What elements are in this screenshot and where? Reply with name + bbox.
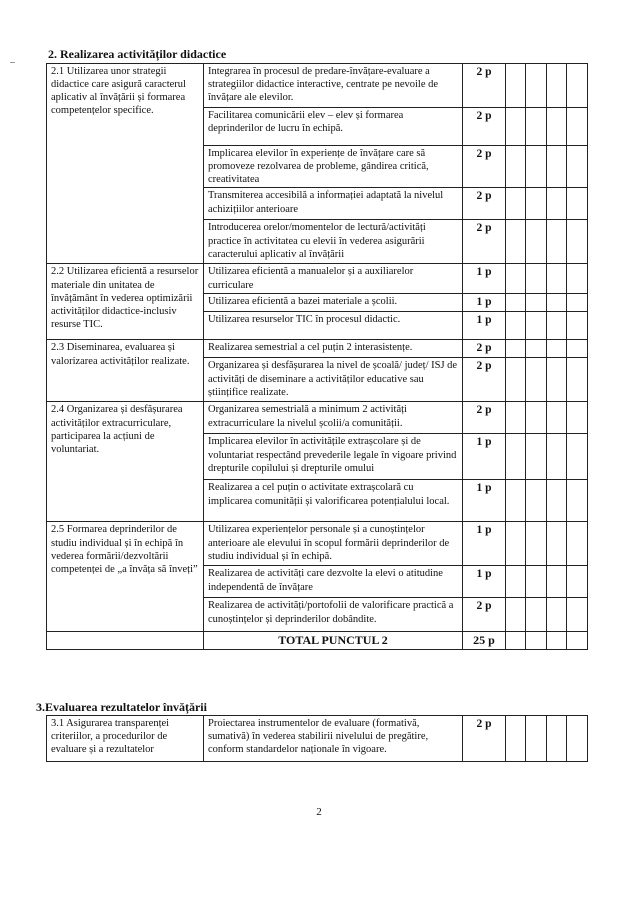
score-box[interactable]	[506, 632, 526, 650]
score-box[interactable]	[506, 64, 526, 108]
indicator-cell: Utilizarea experiențelor personale și a cunoștințelor anterioare ale elevului în scopul formării deprinderilor de studiu individual și în echipă.	[204, 522, 463, 566]
score-box[interactable]	[506, 188, 526, 220]
criterion-cell: 2.4 Organizarea și desfășurarea activităților extracurriculare, participarea la acțiuni de voluntariat.	[47, 402, 204, 522]
table-row	[47, 716, 588, 762]
points-cell: 1 p	[463, 434, 506, 480]
score-box[interactable]	[526, 522, 547, 566]
score-box[interactable]	[567, 402, 588, 434]
score-box[interactable]	[506, 598, 526, 632]
score-box[interactable]	[547, 632, 567, 650]
score-box[interactable]	[567, 264, 588, 294]
criterion-cell: 2.5 Formarea deprinderilor de studiu individual și în echipă în vederea formării/dezvoltării competenței de „a învăța să înveți”	[47, 522, 204, 632]
section-3-table	[46, 715, 588, 762]
points-cell: 2 p	[463, 402, 506, 434]
score-box[interactable]	[547, 598, 567, 632]
indicator-cell: Utilizarea eficientă a bazei materiale a școlii.	[204, 294, 463, 312]
total-row	[47, 632, 588, 650]
total-points: 25 p	[463, 632, 506, 650]
score-box[interactable]	[526, 434, 547, 480]
score-box[interactable]	[567, 312, 588, 340]
score-box[interactable]	[547, 108, 567, 146]
score-box[interactable]	[567, 358, 588, 402]
score-box[interactable]	[506, 264, 526, 294]
score-box[interactable]	[526, 264, 547, 294]
score-box[interactable]	[567, 716, 588, 762]
table-row	[47, 402, 588, 434]
table-row	[47, 522, 588, 566]
points-cell: 2 p	[463, 716, 506, 762]
page-number: 2	[316, 806, 322, 818]
section-3-title: 3.Evaluarea rezultatelor învățării	[36, 700, 207, 714]
score-box[interactable]	[567, 340, 588, 358]
score-box[interactable]	[547, 312, 567, 340]
score-box[interactable]	[506, 108, 526, 146]
score-box[interactable]	[526, 402, 547, 434]
indicator-cell: Realizarea semestrial a cel puțin 2 interasistențe.	[204, 340, 463, 358]
table-row	[47, 64, 588, 108]
score-box[interactable]	[506, 434, 526, 480]
empty-cell	[47, 632, 204, 650]
indicator-cell: Realizarea a cel puțin o activitate extrașcolară cu implicarea comunității și valorificarea potențialului local.	[204, 480, 463, 522]
indicator-cell: Integrarea în procesul de predare-învățare-evaluare a strategiilor didactice interactive, centrate pe nevoile de învățare ale elevilor.	[204, 64, 463, 108]
indicator-cell: Proiectarea instrumentelor de evaluare (formativă, sumativă) în vederea stabilirii nivelului de pregătire, conform standardelor naționale în vigoare.	[204, 716, 463, 762]
score-box[interactable]	[506, 146, 526, 188]
indicator-cell: Implicarea elevilor în activitățile extrașcolare și de voluntariat respectând prevederile legale în vigoare privind drepturile copilului și drepturile omului	[204, 434, 463, 480]
points-cell: 2 p	[463, 340, 506, 358]
score-box[interactable]	[567, 188, 588, 220]
score-box[interactable]	[506, 220, 526, 264]
score-box[interactable]	[567, 108, 588, 146]
indicator-cell: Utilizarea eficientă a manualelor și a auxiliarelor curriculare	[204, 264, 463, 294]
score-box[interactable]	[506, 402, 526, 434]
score-box[interactable]	[547, 146, 567, 188]
score-box[interactable]	[506, 294, 526, 312]
indicator-cell: Transmiterea accesibilă a informației adaptată la nivelul achizițiilor anterioare	[204, 188, 463, 220]
score-box[interactable]	[567, 146, 588, 188]
points-cell: 2 p	[463, 64, 506, 108]
score-box[interactable]	[547, 522, 567, 566]
score-box[interactable]	[526, 64, 547, 108]
score-box[interactable]	[526, 566, 547, 598]
score-box[interactable]	[506, 358, 526, 402]
points-cell: 2 p	[463, 598, 506, 632]
indicator-cell: Realizarea de activități/portofolii de valorificare practică a cunoștințelor și deprinderilor dobândite.	[204, 598, 463, 632]
score-box[interactable]	[526, 632, 547, 650]
score-box[interactable]	[526, 146, 547, 188]
score-box[interactable]	[506, 480, 526, 522]
score-box[interactable]	[547, 566, 567, 598]
points-cell: 2 p	[463, 188, 506, 220]
score-box[interactable]	[547, 434, 567, 480]
score-box[interactable]	[547, 188, 567, 220]
score-box[interactable]	[506, 566, 526, 598]
score-box[interactable]	[526, 358, 547, 402]
score-box[interactable]	[526, 108, 547, 146]
score-box[interactable]	[526, 294, 547, 312]
points-cell: 2 p	[463, 220, 506, 264]
score-box[interactable]	[526, 480, 547, 522]
score-box[interactable]	[567, 598, 588, 632]
score-box[interactable]	[567, 522, 588, 566]
score-box[interactable]	[567, 566, 588, 598]
indicator-cell: Utilizarea resurselor TIC în procesul didactic.	[204, 312, 463, 340]
score-box[interactable]	[526, 716, 547, 762]
indicator-cell: Realizarea de activități care dezvolte la elevi o atitudine independentă de învățare	[204, 566, 463, 598]
points-cell: 2 p	[463, 108, 506, 146]
criterion-cell: 3.1 Asigurarea transparenței criteriilor, a procedurilor de evaluare și a rezultatelor	[47, 716, 204, 762]
criterion-cell: 2.2 Utilizarea eficientă a resurselor materiale din unitatea de învățământ în vederea optimizării activităților didactice-inclusiv resurse TIC.	[47, 264, 204, 340]
score-box[interactable]	[547, 358, 567, 402]
score-box[interactable]	[506, 522, 526, 566]
criterion-cell: 2.3 Diseminarea, evaluarea și valorizarea activităților realizate.	[47, 340, 204, 402]
score-box[interactable]	[506, 340, 526, 358]
score-box[interactable]	[547, 480, 567, 522]
table-row	[47, 264, 588, 294]
score-box[interactable]	[526, 312, 547, 340]
score-box[interactable]	[506, 716, 526, 762]
score-box[interactable]	[547, 340, 567, 358]
margin-mark	[10, 62, 15, 63]
section-2-title: 2. Realizarea activităților didactice	[48, 47, 227, 61]
score-box[interactable]	[567, 294, 588, 312]
indicator-cell: Facilitarea comunicării elev – elev și formarea deprinderilor de lucru în echipă.	[204, 108, 463, 146]
points-cell: 2 p	[463, 146, 506, 188]
points-cell: 1 p	[463, 312, 506, 340]
score-box[interactable]	[526, 598, 547, 632]
points-cell: 1 p	[463, 294, 506, 312]
criterion-cell: 2.1 Utilizarea unor strategii didactice care asigură caracterul aplicativ al învățării și formarea competențelor specifice.	[47, 64, 204, 264]
score-box[interactable]	[547, 716, 567, 762]
points-cell: 2 p	[463, 358, 506, 402]
points-cell: 1 p	[463, 480, 506, 522]
score-box[interactable]	[526, 340, 547, 358]
score-box[interactable]	[567, 64, 588, 108]
indicator-cell: Organizarea și desfășurarea la nivel de școală/ județ/ ISJ de activități de diseminare a activităților educative sau științifice realizate.	[204, 358, 463, 402]
indicator-cell: Organizarea semestrială a minimum 2 activități extracurriculare la nivelul școlii/a comunității.	[204, 402, 463, 434]
points-cell: 1 p	[463, 522, 506, 566]
score-box[interactable]	[547, 402, 567, 434]
points-cell: 1 p	[463, 566, 506, 598]
score-box[interactable]	[526, 220, 547, 264]
indicator-cell: Implicarea elevilor în experiențe de învățare care să promoveze rezolvarea de probleme, gândirea critică, creativitatea	[204, 146, 463, 188]
score-box[interactable]	[567, 632, 588, 650]
indicator-cell: Introducerea orelor/momentelor de lectură/activități practice în activitatea cu elevii în vederea asigurării caracterului aplicativ al învățării	[204, 220, 463, 264]
score-box[interactable]	[547, 294, 567, 312]
score-box[interactable]	[567, 480, 588, 522]
score-box[interactable]	[506, 312, 526, 340]
score-box[interactable]	[526, 188, 547, 220]
score-box[interactable]	[547, 220, 567, 264]
section-2-table	[46, 63, 588, 650]
table-row	[47, 340, 588, 358]
score-box[interactable]	[547, 264, 567, 294]
score-box[interactable]	[567, 434, 588, 480]
score-box[interactable]	[567, 220, 588, 264]
score-box[interactable]	[547, 64, 567, 108]
points-cell: 1 p	[463, 264, 506, 294]
total-label: TOTAL PUNCTUL 2	[204, 632, 463, 650]
